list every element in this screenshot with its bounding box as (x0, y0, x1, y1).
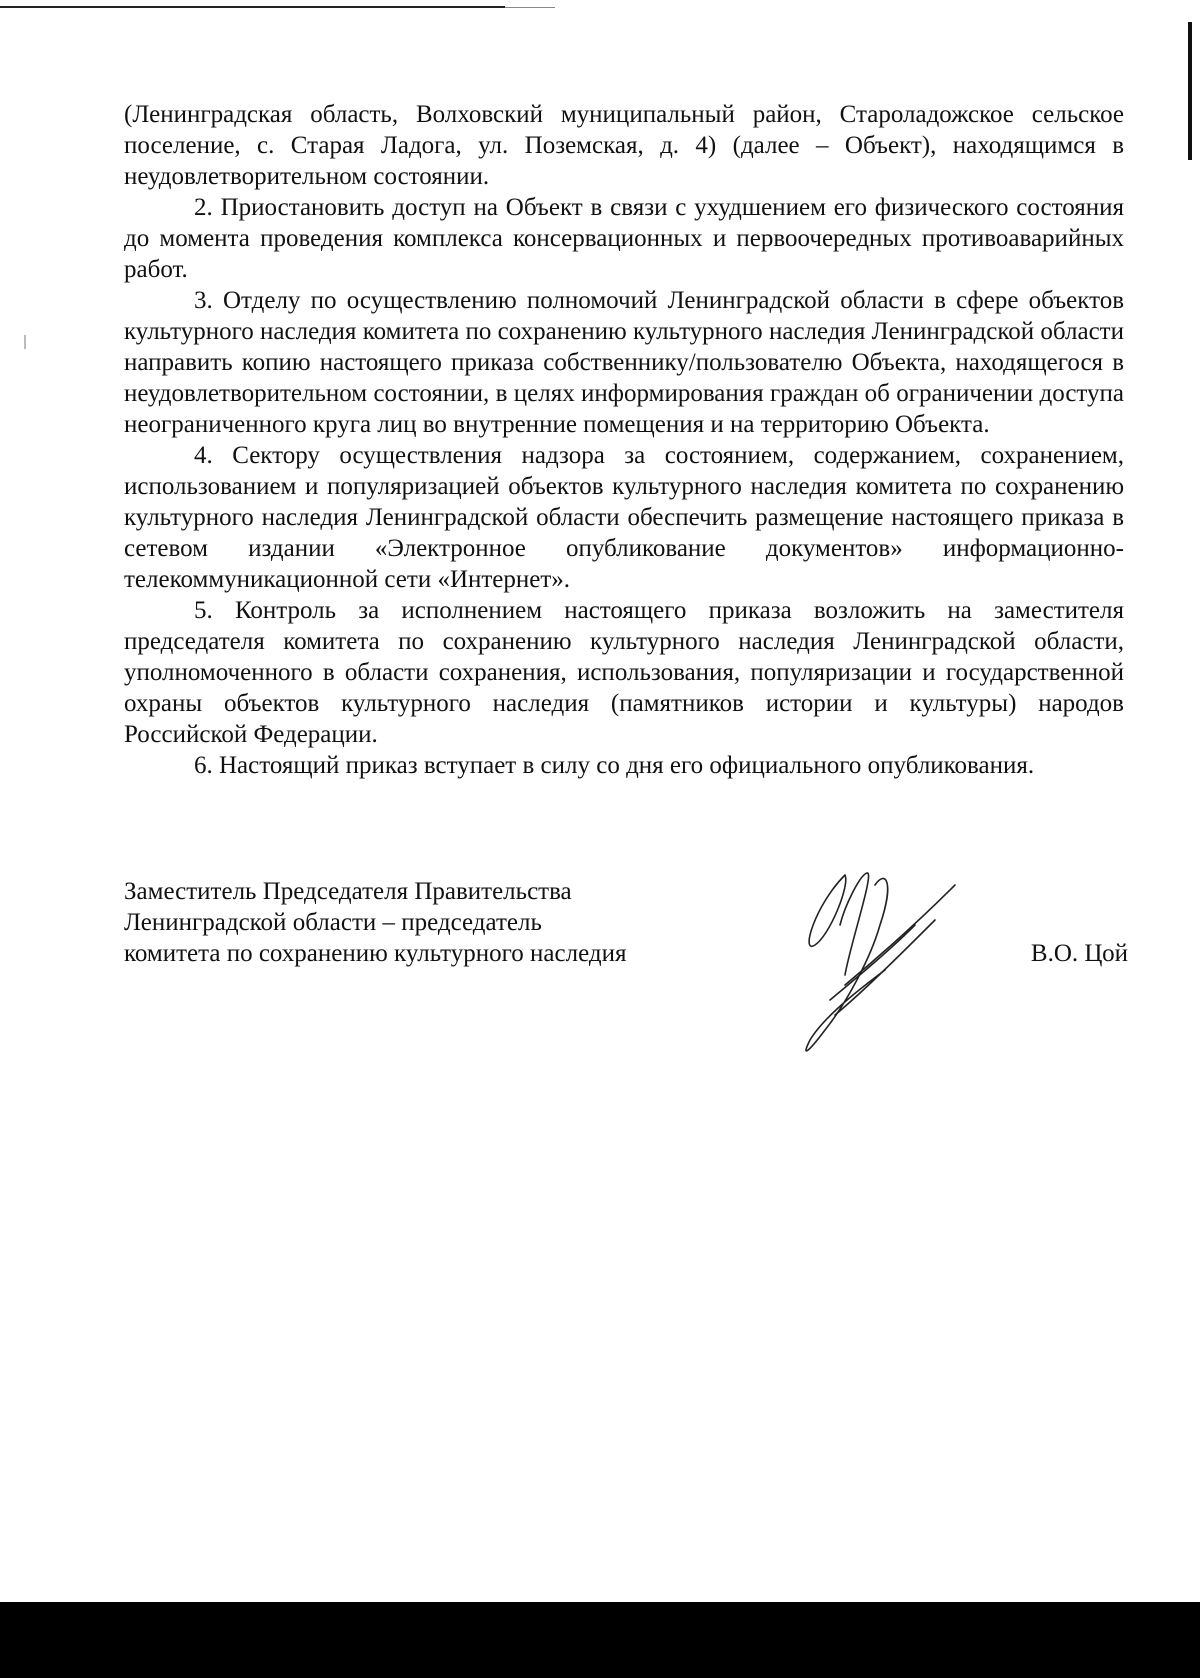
paragraph-item-6: 6. Настоящий приказ вступает в силу со дня его официального опубликования. (194, 752, 1035, 779)
signatory-position-line-1: Заместитель Председателя Правительства (124, 878, 572, 905)
signatory-position-line-3: комитета по сохранению культурного наследия (124, 940, 627, 967)
paragraph-item-5: 5. Контроль за исполнением настоящего приказа возложить на заместителя председателя комитета по сохранению культурного наследия Ленинградской области, уполномоченного в области сохранения, использования, популяризации и государственной охраны объектов культурного наследия (памятников истории и культуры) народов Российской Федерации. (124, 597, 1124, 748)
signatory-position-line-2: Ленинградской области – председатель (124, 909, 542, 936)
paragraph-continuation: (Ленинградская область, Волховский муниципальный район, Староладожское сельское поселение, с. Старая Ладога, ул. Поземская, д. 4) (далее – Объект), находящимся в неудовлетворительном состоянии. (124, 101, 1124, 190)
signatory-name: В.О. Цой (1030, 940, 1128, 967)
paragraph-item-2: 2. Приостановить доступ на Объект в связи с ухудшением его физического состояния до момента проведения комплекса консервационных и первоочередных противоаварийных работ. (124, 194, 1124, 283)
scan-artifact-right-edge (1188, 22, 1192, 160)
document-body (124, 99, 1124, 781)
scan-artifact-top-line-faint (505, 7, 555, 8)
scan-artifact-left-mark (24, 335, 26, 349)
scan-artifact-top-line (0, 6, 505, 8)
handwritten-signature (805, 865, 985, 1065)
scan-artifact-bottom-bar (0, 1602, 1200, 1678)
paragraph-item-4: 4. Сектору осуществления надзора за состоянием, содержанием, сохранением, использованием и популяризацией объектов культурного наследия комитета по сохранению культурного наследия Ленинградской области обеспечить размещение настоящего приказа в сетевом издании «Электронное опубликование документов» информационно-телекоммуникационной сети «Интернет». (124, 442, 1124, 593)
paragraph-item-3: 3. Отделу по осуществлению полномочий Ленинградской области в сфере объектов культурного наследия комитета по сохранению культурного наследия Ленинградской области направить копию настоящего приказа собственнику/пользователю Объекта, находящегося в неудовлетворительном состоянии, в целях информирования граждан об ограничении доступа неограниченного круга лиц во внутренние помещения и на территорию Объекта. (124, 287, 1124, 438)
signatory-position (124, 876, 744, 969)
